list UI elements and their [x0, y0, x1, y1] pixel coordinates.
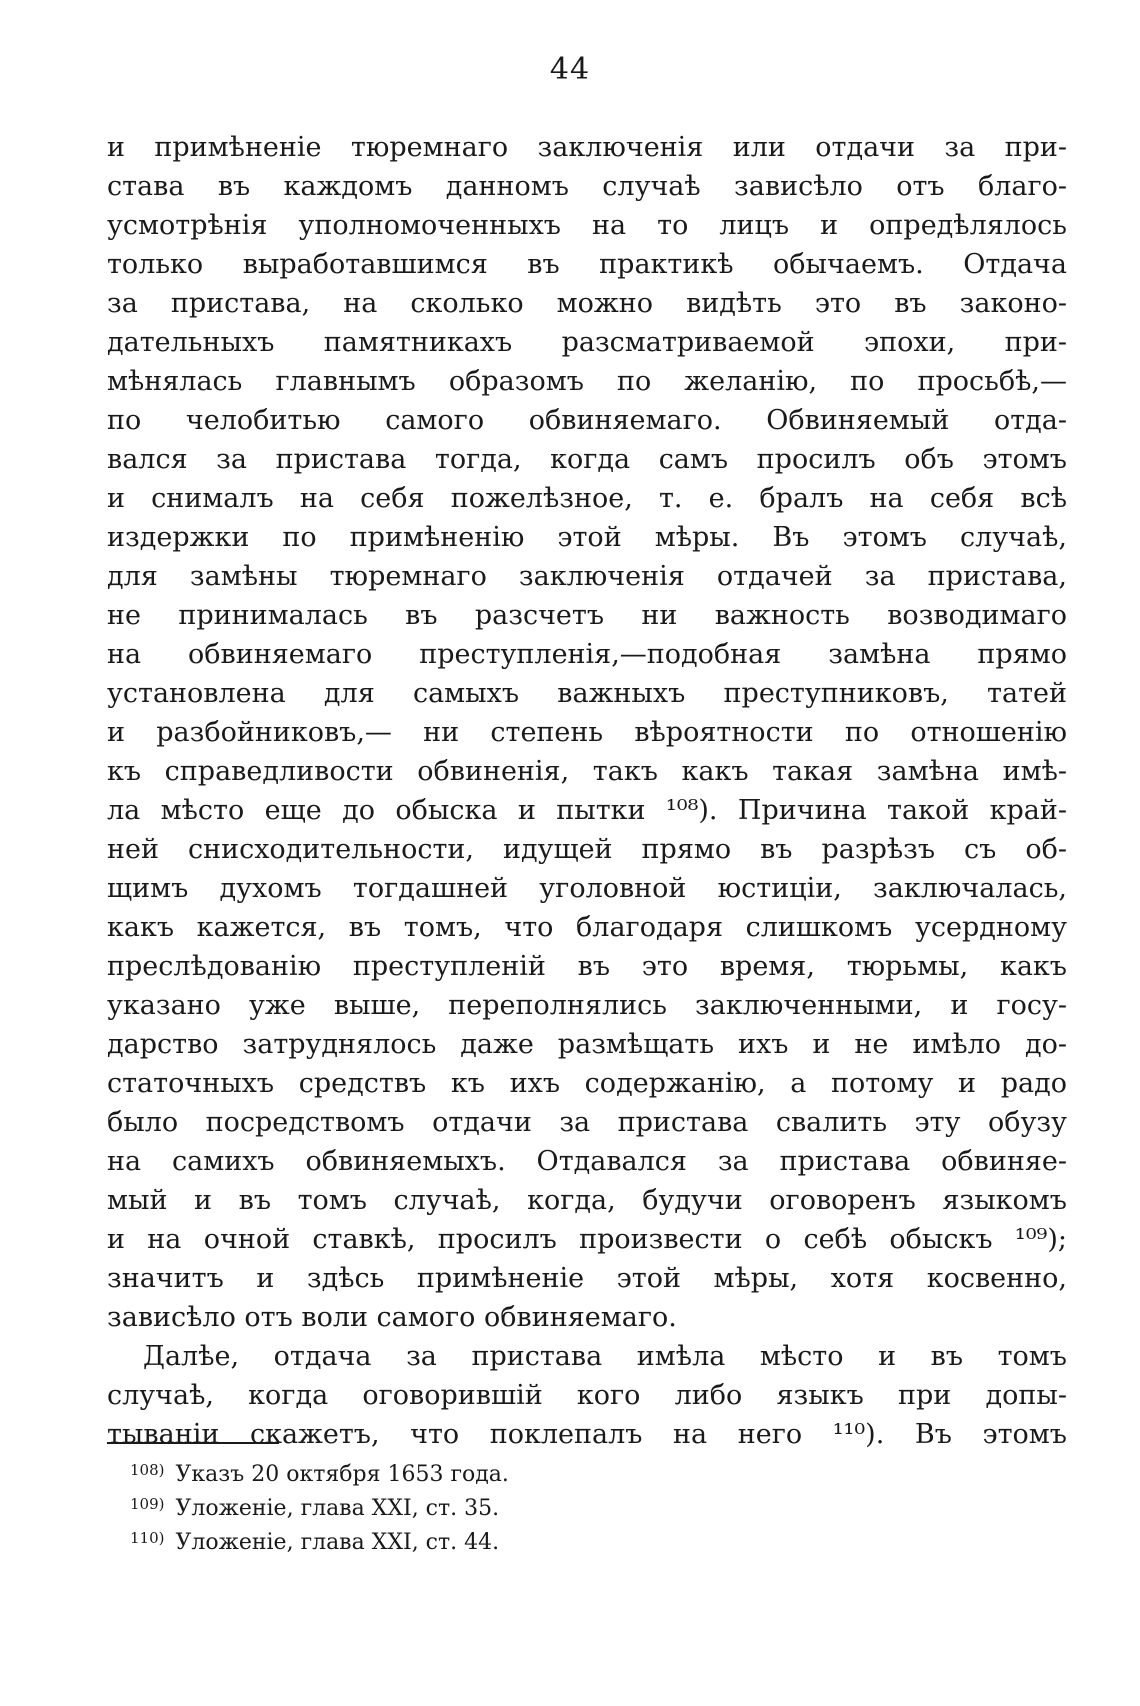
- text-line: значитъ и здѣсь примѣненіе этой мѣры, хотя косвенно,: [107, 1263, 1067, 1294]
- text-line: става въ каждомъ данномъ случаѣ зависѣло отъ благо-: [107, 171, 1067, 202]
- text-line: преслѣдованію преступленій въ это время, тюрьмы, какъ: [107, 951, 1067, 982]
- footnote-item: [130, 1458, 830, 1492]
- footnote-text: Уложеніе, глава XXI, ст. 35.: [175, 1496, 500, 1521]
- text-line: по челобитью самого обвиняемаго. Обвиняемый отда-: [107, 405, 1067, 436]
- text-line: мѣнялась главнымъ образомъ по желанію, по просьбѣ,—: [107, 366, 1067, 397]
- page-number: 44: [549, 52, 591, 87]
- text-line: зависѣло отъ воли самого обвиняемаго.: [107, 1302, 677, 1333]
- text-line: дательныхъ памятникахъ разсматриваемой эпохи, при-: [107, 327, 1067, 358]
- text-line: мый и въ томъ случаѣ, когда, будучи оговоренъ языкомъ: [107, 1185, 1067, 1216]
- text-line: было посредствомъ отдачи за пристава свалить эту обузу: [107, 1107, 1067, 1138]
- text-line: статочныхъ средствъ къ ихъ содержанію, а потому и радо: [107, 1068, 1067, 1099]
- text-line: и разбойниковъ,— ни степень вѣроятности по отношенію: [107, 717, 1067, 748]
- footnote-text: Уложеніе, глава XXI, ст. 44.: [175, 1530, 500, 1555]
- footnote-text: Указъ 20 октября 1653 года.: [175, 1462, 509, 1487]
- text-line: установлена для самыхъ важныхъ преступниковъ, татей: [107, 678, 1067, 709]
- footnote-divider: [107, 1442, 279, 1444]
- text-line: и снималъ на себя пожелѣзное, т. е. бралъ на себя всѣ: [107, 483, 1067, 514]
- footnote-mark: 108): [130, 1461, 165, 1479]
- text-line: для замѣны тюремнаго заключенія отдачей за пристава,: [107, 561, 1067, 592]
- text-line: случаѣ, когда оговорившій кого либо языкъ при допы-: [107, 1380, 1067, 1411]
- text-line: на обвиняемаго преступленія,—подобная замѣна прямо: [107, 639, 1067, 670]
- text-line: и на очной ставкѣ, просилъ произвести о себѣ обыскъ ¹⁰⁹);: [107, 1224, 1067, 1255]
- text-line: ла мѣсто еще до обыска и пытки ¹⁰⁸). Причина такой край-: [107, 795, 1067, 826]
- footnotes: [130, 1458, 830, 1560]
- footnote-mark: 110): [130, 1529, 165, 1547]
- text-line: щимъ духомъ тогдашней уголовной юстиціи, заключалась,: [107, 873, 1067, 904]
- text-line: какъ кажется, въ томъ, что благодаря слишкомъ усердному: [107, 912, 1067, 943]
- text-line: не принималась въ разсчетъ ни важность возводимаго: [107, 600, 1067, 631]
- text-line: тываніи скажетъ, что поклепалъ на него ¹¹⁰). Въ этомъ: [107, 1419, 1067, 1450]
- text-line: только выработавшимся въ практикѣ обычаемъ. Отдача: [107, 249, 1067, 280]
- text-line: усмотрѣнія уполномоченныхъ на то лицъ и опредѣлялось: [107, 210, 1067, 241]
- footnote-item: [130, 1492, 830, 1526]
- footnote-mark: 109): [130, 1495, 165, 1513]
- footnote-item: [130, 1526, 830, 1560]
- body-text: [107, 128, 1067, 1454]
- text-line: и примѣненіе тюремнаго заключенія или отдачи за при-: [107, 132, 1067, 163]
- text-line: указано уже выше, переполнялись заключенными, и госу-: [107, 990, 1067, 1021]
- text-line: къ справедливости обвиненія, такъ какъ такая замѣна имѣ-: [107, 756, 1067, 787]
- text-line: Далѣе, отдача за пристава имѣла мѣсто и въ томъ: [143, 1341, 1067, 1372]
- text-line: дарство затруднялось даже размѣщать ихъ и не имѣло до-: [107, 1029, 1067, 1060]
- text-line: за пристава, на сколько можно видѣть это въ законо-: [107, 288, 1067, 319]
- text-line: на самихъ обвиняемыхъ. Отдавался за пристава обвиняе-: [107, 1146, 1067, 1177]
- text-line: вался за пристава тогда, когда самъ просилъ объ этомъ: [107, 444, 1067, 475]
- text-line: ней снисходительности, идущей прямо въ разрѣзъ съ об-: [107, 834, 1067, 865]
- text-line: издержки по примѣненію этой мѣры. Въ этомъ случаѣ,: [107, 522, 1067, 553]
